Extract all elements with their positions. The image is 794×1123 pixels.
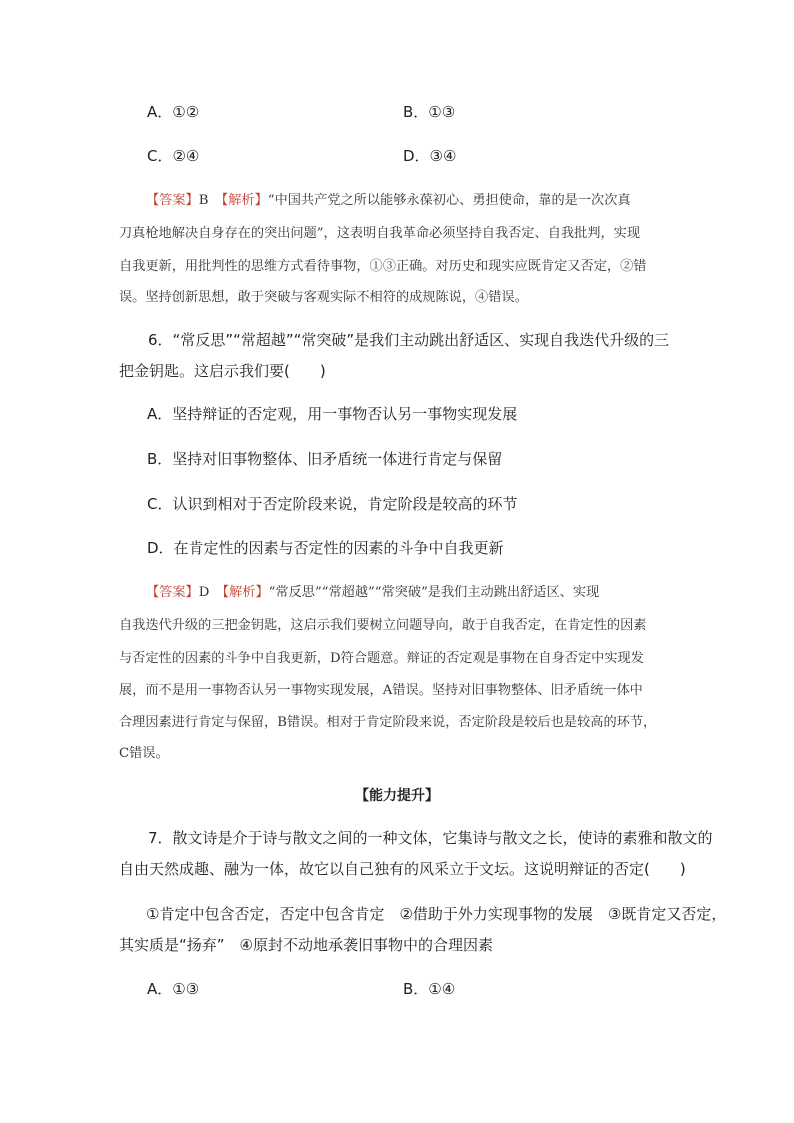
analysis-line: 展，而不是用一事物否认另一事物实现发展，A错误。坚持对旧事物整体、旧矛盾统一体中 bbox=[119, 683, 643, 698]
q6-stem-line: 6．“常反思”“常超越”“常突破”是我们主动跳出舒适区、实现自我迭代升级的三 bbox=[148, 331, 670, 349]
analysis-line: 刀真枪地解决自身存在的突出问题”，这表明自我革命必须坚持自我否定、自我批判，实现 bbox=[119, 226, 641, 241]
q5-answer-block bbox=[146, 191, 631, 211]
analysis-line: 自我迭代升级的三把金钥匙，这启示我们要树立问题导向，敢于自我否定，在肯定性的因素 bbox=[119, 618, 647, 633]
analysis-tag: 【解析】 bbox=[222, 585, 269, 600]
analysis-line: 自我更新，用批判性的思维方式看待事物，①③正确。对历史和现实应既肯定又否定，②错 bbox=[119, 259, 647, 274]
q7-stem-line: 7．散文诗是介于诗与散文之间的一种文体，它集诗与散文之长，使诗的素雅和散文的 bbox=[148, 829, 713, 847]
q6-option-d[interactable]: D．在肯定性的因素与否定性的因素的斗争中自我更新 bbox=[147, 539, 504, 557]
answer-value: D bbox=[198, 585, 210, 600]
q6-answer-block bbox=[146, 583, 599, 603]
answer-value: B bbox=[198, 193, 209, 208]
answer-tag: 【答案】 bbox=[146, 193, 199, 208]
analysis-line: 误。坚持创新思想，敢于突破与客观实际不相符的成规陈说，④错误。 bbox=[119, 290, 528, 305]
analysis-line: 合理因素进行肯定与保留，B错误。相对于肯定阶段来说，否定阶段是较后也是较高的环节， bbox=[119, 715, 657, 730]
analysis-line: “中国共产党之所以能够永葆初心、勇担使命，靠的是一次次真 bbox=[267, 193, 631, 208]
q7-option-a[interactable]: A．①③ bbox=[147, 980, 200, 998]
q5-option-b[interactable]: B．①③ bbox=[403, 103, 456, 121]
analysis-tag: 【解析】 bbox=[221, 193, 268, 208]
q5-option-d[interactable]: D．③④ bbox=[403, 147, 457, 165]
q5-option-c[interactable]: C．②④ bbox=[147, 147, 200, 165]
q6-option-a[interactable]: A．坚持辩证的否定观，用一事物否认另一事物实现发展 bbox=[147, 405, 518, 423]
q7-statement-line: 其实质是“扬弃” ④原封不动地承袭旧事物中的合理因素 bbox=[119, 936, 493, 954]
q6-option-b[interactable]: B．坚持对旧事物整体、旧矛盾统一体进行肯定与保留 bbox=[147, 450, 503, 468]
q7-statement-line: ①肯定中包含否定，否定中包含肯定 ②借助于外力实现事物的发展 ③既肯定又否定， bbox=[146, 905, 727, 923]
q6-option-c[interactable]: C．认识到相对于否定阶段来说，肯定阶段是较高的环节 bbox=[147, 495, 518, 513]
analysis-line: C错误。 bbox=[119, 746, 169, 761]
analysis-line: 与否定性的因素的斗争中自我更新，D符合题意。辩证的否定观是事物在自身否定中实现发 bbox=[119, 651, 644, 666]
q7-option-b[interactable]: B．①④ bbox=[403, 980, 456, 998]
section-heading: 【能力提升】 bbox=[355, 788, 439, 804]
q7-stem-line: 自由天然成趣、融为一体，故它以自己独有的风采立于文坛。这说明辩证的否定( ) bbox=[119, 860, 686, 878]
analysis-line: “常反思”“常超越”“常突破”是我们主动跳出舒适区、实现 bbox=[268, 585, 600, 600]
q6-stem-line: 把金钥匙。这启示我们要( ) bbox=[119, 362, 326, 380]
answer-tag: 【答案】 bbox=[146, 585, 199, 600]
q5-option-a[interactable]: A．①② bbox=[147, 103, 200, 121]
